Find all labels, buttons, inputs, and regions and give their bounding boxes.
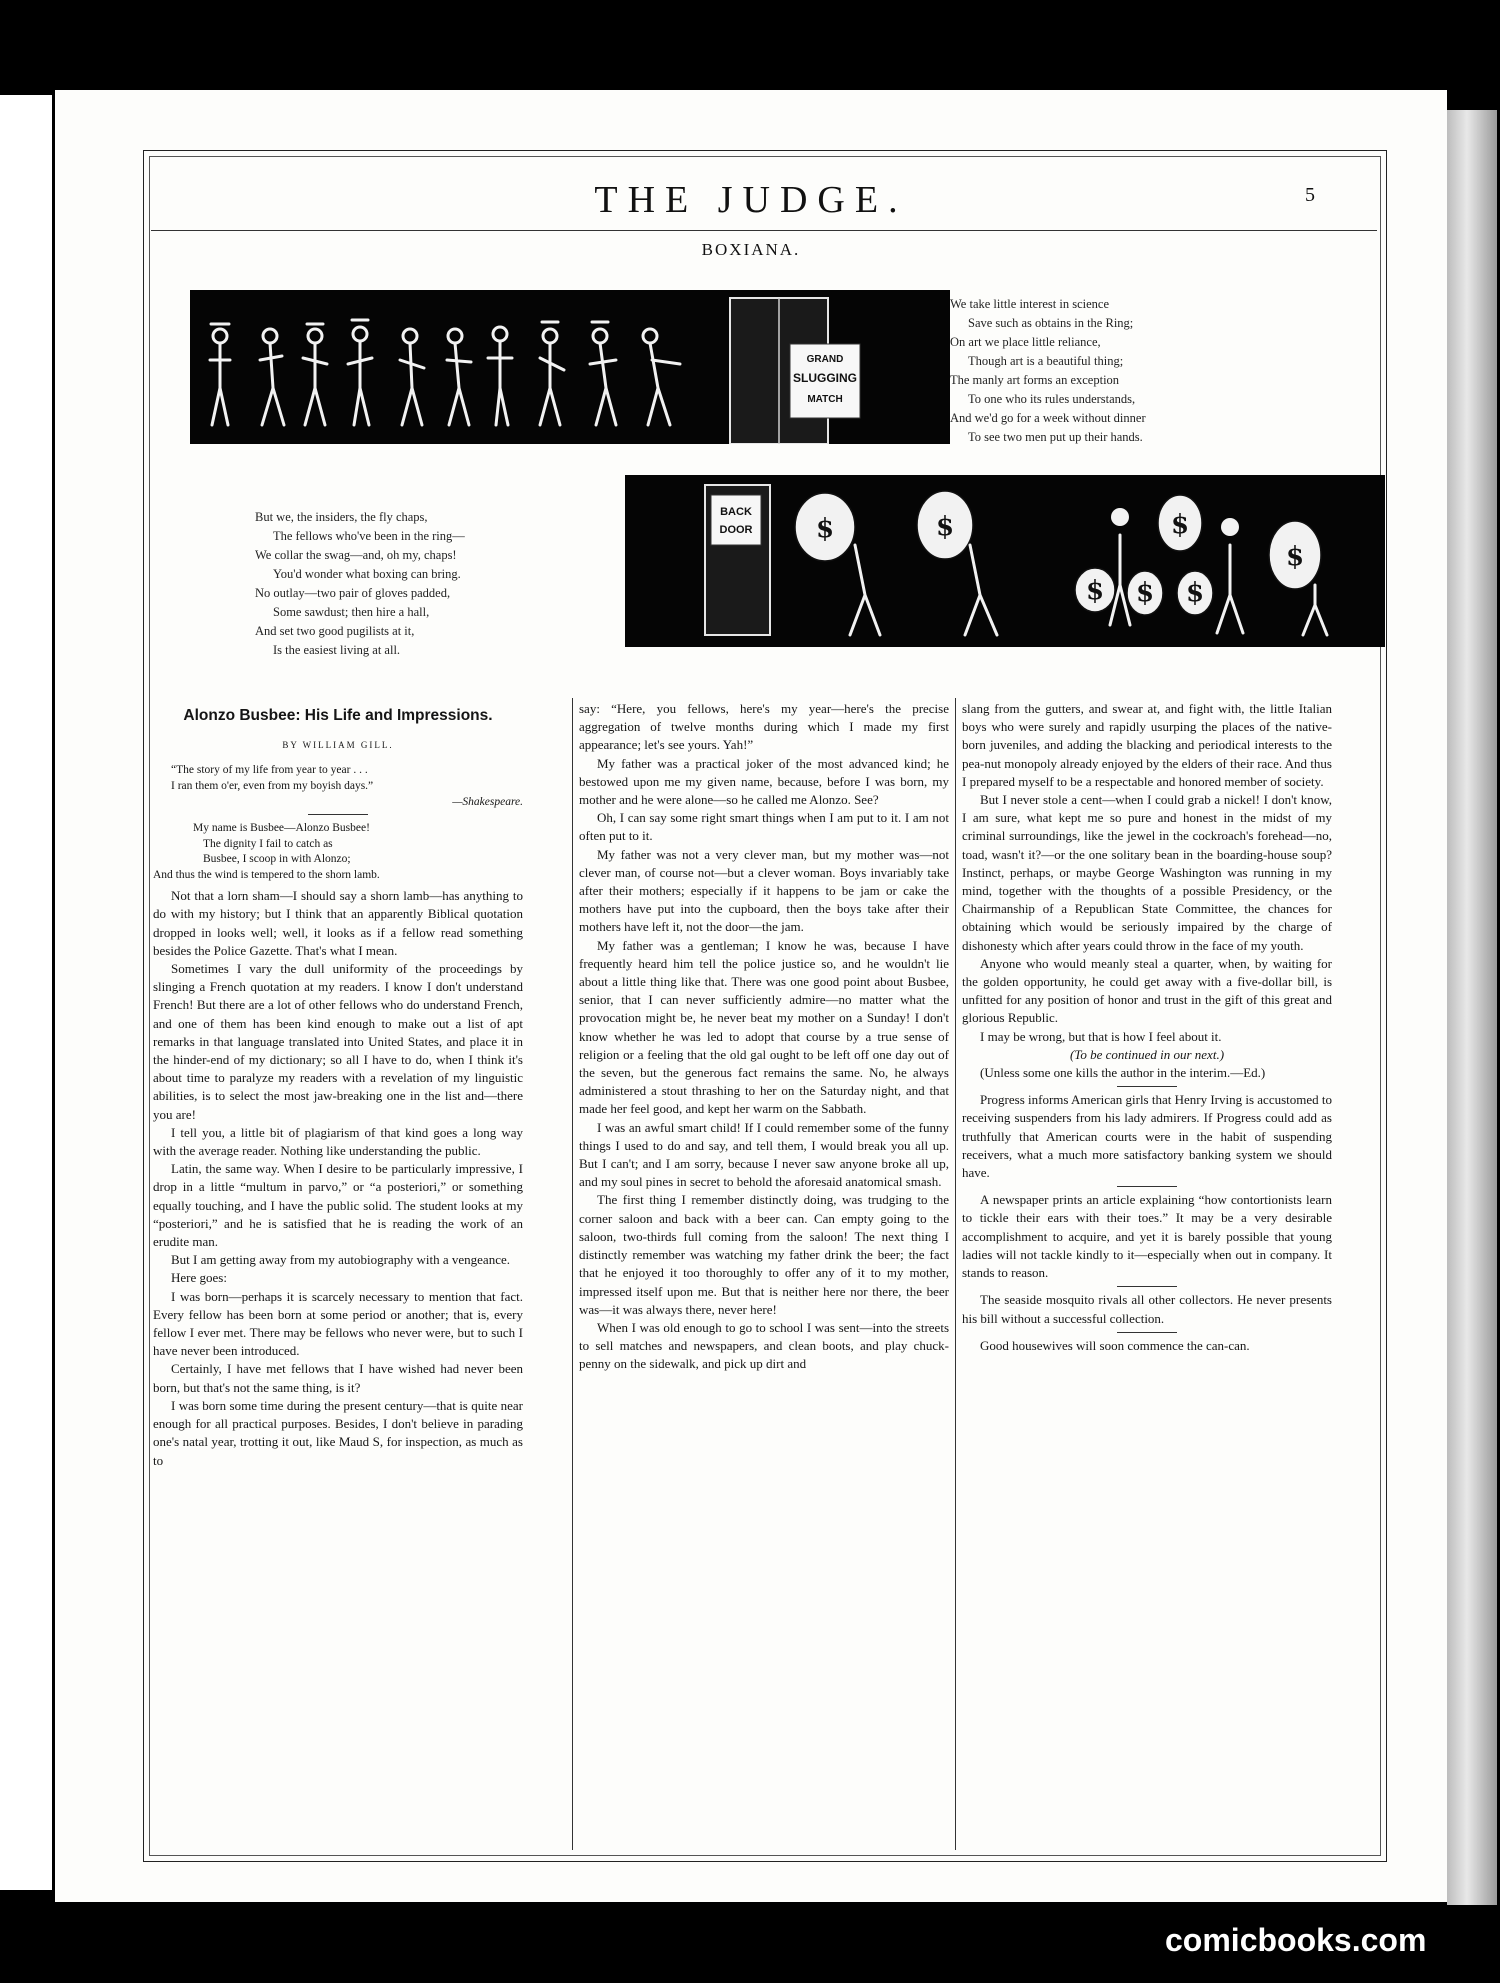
- editor-note: (Unless some one kills the author in the interim.—Ed.): [980, 1065, 1266, 1081]
- squib-progress: Progress informs American girls that Henry Irving is accustomed to receiving suspenders from his lady admirers. If Progress could add as truthfully that American courts were in the habit of suspending receivers, what a much more satisfactory banking system we should have.: [962, 1092, 1333, 1181]
- divider: [308, 814, 368, 815]
- poem1-line: The manly art forms an exception: [950, 373, 1120, 387]
- cartoon-back-door: [625, 475, 1385, 647]
- verse-line: Busbee, I scoop in with Alonzo;: [203, 853, 351, 866]
- svg-text:$: $: [1285, 542, 1305, 572]
- epigraph: [153, 762, 523, 810]
- divider: [1117, 1332, 1177, 1333]
- paragraph: When I was old enough to go to school I was sent—into the streets to sell matches and newspapers, and clean boots, and play chuck-penny on the sidewalk, and pick up dirt and: [579, 1319, 949, 1372]
- poem2-line: But we, the insiders, the fly chaps,: [255, 510, 428, 524]
- squib-mosquito: The seaside mosquito rivals all other collectors. He never presents his bill without a successful collection.: [962, 1292, 1332, 1326]
- masthead-rule: [151, 230, 1377, 231]
- squib-housewives: Good housewives will soon commence the can-can.: [980, 1337, 1250, 1353]
- svg-text:$: $: [1170, 510, 1190, 540]
- column-divider: [955, 698, 956, 1850]
- back-door-sign-line-2: DOOR: [719, 524, 753, 536]
- name-verse: [153, 821, 523, 883]
- verse-line: And thus the wind is tempered to the shorn lamb.: [153, 868, 380, 881]
- article-byline: BY WILLIAM GILL.: [282, 740, 394, 750]
- poem2-line: You'd wonder what boxing can bring.: [273, 567, 461, 581]
- verse-line: My name is Busbee—Alonzo Busbee!: [193, 822, 370, 835]
- paragraph: I may be wrong, but that is how I feel about it.: [980, 1028, 1222, 1044]
- paragraph: Not that a lorn sham—I should say a shorn lamb—has anything to do with my history; but I think that an apparently Biblical quotation dropped in looks well; well, it looks as if a fellow read something besides the Police Gazette. That's what I mean.: [153, 888, 523, 958]
- svg-text:$: $: [935, 512, 955, 542]
- left-page-edge: [0, 95, 52, 1890]
- masthead-title: THE JUDGE.: [594, 179, 908, 221]
- back-door-sign-line-1: BACK: [720, 506, 752, 518]
- poem1-line: To one who its rules understands,: [968, 392, 1136, 406]
- poem1-line: To see two men put up their hands.: [968, 430, 1143, 444]
- paragraph: say: “Here, you fellows, here's my year—here's the precise aggregation of twelve months during which I made my first appearance; let's see yours. Yah!”: [579, 701, 949, 753]
- paragraph: The first thing I remember distinctly doing, was trudging to the corner saloon and back with a beer can. Can empty going to the saloon, two-thirds full coming from the saloon! The next thing I distinctly remember was watching my father drink the beer; the fact that he enjoyed it too thoroughly to offer any of it to my mother, impressed itself upon me. But that is neither here nor there, the beer was—it was always there, never here!: [579, 1192, 949, 1317]
- paragraph: slang from the gutters, and swear at, and fight with, the little Italian boys who were surely and rapidly usurping the places of the native-born juveniles, and adding the blacking and periodical interests to the pea-nut monopoly already enjoyed by the elders of their race. And thus I prepared myself to be a respectable and honored member of society.: [962, 701, 1332, 789]
- back-door-sign: [711, 495, 761, 545]
- cartoon-moneybags-drawing: [625, 475, 1385, 647]
- svg-text:$: $: [1085, 576, 1105, 606]
- poem1-line: Though art is a beautiful thing;: [968, 354, 1124, 368]
- paragraph: Anyone who would meanly steal a quarter, when, by waiting for the golden opportunity, he could get away with a five-dollar bill, is unfitted for any position of honor and trust in the gift of this great and glorious Republic.: [962, 955, 1332, 1026]
- verse-line: The dignity I fail to catch as: [203, 837, 333, 850]
- poem2-line: And set two good pugilists at it,: [255, 624, 415, 638]
- poem1-line: And we'd go for a week without dinner: [950, 411, 1146, 425]
- paragraph: I tell you, a little bit of plagiarism of that kind goes a long way with the average reader. Nothing like understanding the public.: [153, 1124, 523, 1159]
- article-title: Alonzo Busbee: His Life and Impressions.: [183, 707, 493, 724]
- column-2: [579, 700, 949, 1374]
- paragraph: Certainly, I have met fellows that I have wished had never been born, but that's not the same thing, is it?: [153, 1361, 523, 1395]
- sign-line-1: GRAND: [806, 354, 844, 365]
- column-3: [962, 700, 1332, 1355]
- divider: [1117, 1286, 1177, 1287]
- paragraph: I was born some time during the present century—that is quite near enough for all practical purposes. Besides, I don't believe in parading one's natal year, trotting it out, like Maud S, for inspection, as much as to: [153, 1397, 523, 1468]
- svg-text:$: $: [1135, 578, 1155, 608]
- column-1: [153, 700, 523, 1470]
- poem2-line: No outlay—two pair of gloves padded,: [255, 586, 451, 600]
- paragraph: Sometimes I vary the dull uniformity of the proceedings by slinging a French quotation at my readers. I know I don't understand French! But there are a lot of other fellows who do understand French, and one of them has been kind enough to make out a list of apt remarks in that language translated into United States, and place it in the hinder-end of my dictionary; so all I have to do, when I think it's about time to paralyze my readers with a revelation of my linguistic abilities, is to select the most jaw-breaking one in the list and—there you are!: [153, 961, 523, 1122]
- paragraph: My father was a practical joker of the most advanced kind; he bestowed upon me my given name, because, before I was born, my mother and he were alone—so he called me Alonzo. See?: [579, 755, 949, 808]
- paragraph: Latin, the same way. When I desire to be particularly impressive, I drop in a little “multum in parvo,” or “a posteriori,” or something equally touching, and I have the public solid. The student looks at my “posteriori,” and he is satisfied that he is reading the work of an erudite man.: [153, 1161, 523, 1250]
- svg-text:$: $: [815, 514, 835, 544]
- divider: [1117, 1086, 1177, 1087]
- binding-spine: [1447, 110, 1497, 1905]
- poem-but-we-the-insiders: [255, 508, 465, 660]
- sign-line-3: MATCH: [807, 394, 843, 405]
- column-divider: [572, 698, 573, 1850]
- paragraph: I was an awful smart child! If I could remember some of the funny things I used to do and say, and tell them, I would break you all up. But I can't; and I am sorry, because I never saw anyone broke all up, and my soul pines in secret to behold the aforesaid anatomical smash.: [579, 1119, 949, 1190]
- cartoon-figures-drawing: [190, 290, 950, 444]
- poem1-line: Save such as obtains in the Ring;: [968, 316, 1134, 330]
- paragraph: Oh, I can say some right smart things when I am put to it. I am not often put to it.: [579, 810, 949, 844]
- poem2-line: We collar the swag—and, oh my, chaps!: [255, 548, 457, 562]
- poem2-line: The fellows who've been in the ring—: [273, 529, 465, 543]
- paragraph: But I never stole a cent—when I could grab a nickel! I don't know, I am sure, what kept me so pure and honest in the midst of my criminal surroundings, like the jewel in the cockroach's forehead—no, toad, wasn't it?—or the one solitary bean in the boarding-house soup? Instinct, perhaps, or maybe George Washington was running in my mind, together with the thoughts of a possible Presidency, or the Chairmanship of a Republican State Committee, the chances for obtaining which would be seriously impaired by the charge of dishonesty which after years could throw in the face of my youth.: [962, 792, 1332, 953]
- epigraph-line: I ran them o'er, even from my boyish days.”: [171, 780, 374, 793]
- poem2-line: Is the easiest living at all.: [273, 643, 401, 657]
- poem1-line: On art we place little reliance,: [950, 335, 1101, 349]
- poem1-line: We take little interest in science: [950, 297, 1109, 311]
- poem-we-take-little-interest: [950, 295, 1146, 447]
- paragraph: My father was a gentleman; I know he was, because I have frequently heard him tell the police justice so, and he wouldn't lie about a little thing like that. There was one good point about Busbee, senior, that I can never sufficiently admire—no matter what the provocation might be, he never beat my mother on a Sunday! I don't know whether he was led to adopt that course by a true sense of religion or a feeling that the old gal ought to be left off one day out of the seven, but the generous fact remains the same. No, he always administered a stout thrashing to her on the Saturday night, and that made her feel good, and kept her warm on the Sabbath.: [579, 937, 949, 1117]
- divider: [1117, 1186, 1177, 1187]
- watermark: comicbooks.com: [1165, 1922, 1427, 1958]
- page-number: 5: [1305, 184, 1315, 206]
- paragraph: I was born—perhaps it is scarcely necessary to mention that fact. Every fellow has been born at some period or another; that is, every fellow I ever met. There may be fellows who never were, but to such I have never been introduced.: [153, 1288, 523, 1359]
- magazine-page: [55, 90, 1447, 1902]
- epigraph-line: “The story of my life from year to year . . .: [171, 764, 368, 777]
- poem2-line: Some sawdust; then hire a hall,: [273, 605, 430, 619]
- cartoon-slugging-match: [190, 290, 950, 444]
- paragraph: Here goes:: [171, 1270, 227, 1286]
- svg-text:$: $: [1185, 578, 1205, 608]
- paragraph: My father was not a very clever man, but my mother was—not clever man, of course not—but a clever woman. Boys invariably take after their mothers; especially if it happens to be jam or cake the mothers have put into the cupboard, then the boys take after their mothers have left it, not the door—the jam.: [579, 846, 949, 935]
- sign-line-2: SLUGGING: [792, 371, 858, 385]
- continued-note: (To be continued in our next.): [1069, 1046, 1225, 1062]
- squib-newspaper: A newspaper prints an article explaining “how contortionists learn to tickle their ears with their toes.” It may be a very desirable accomplishment to acquire, and yet it is barely possible that young ladies will not tackle kindly to it—especially when out in company. It stands to reason.: [962, 1192, 1332, 1281]
- paragraph: But I am getting away from my autobiography with a vengeance.: [171, 1252, 510, 1268]
- epigraph-source: —Shakespeare.: [452, 796, 523, 809]
- section-title: BOXIANA.: [701, 240, 801, 259]
